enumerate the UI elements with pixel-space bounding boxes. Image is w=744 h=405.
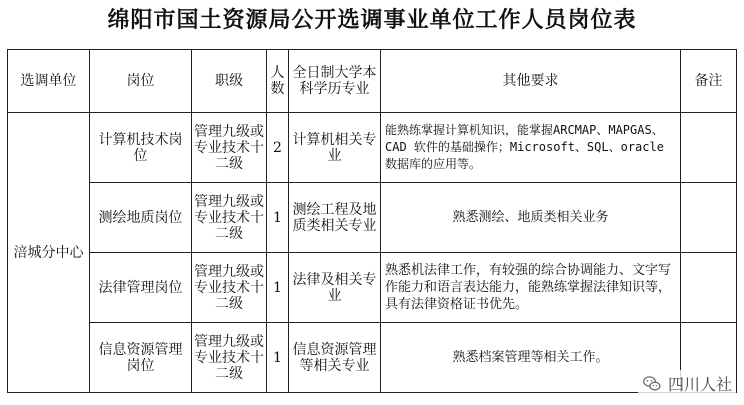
table-row [8, 113, 737, 183]
rank-cell: 管理九级或专业技术十二级 [192, 323, 267, 393]
header-note: 备注 [681, 50, 737, 113]
rank-cell: 管理九级或专业技术十二级 [192, 253, 267, 323]
requirement-cell: 能熟练掌握计算机知识，能掌握ARCMAP、MAPGAS、CAD 软件的基础操作；Microsoft、SQL、oracle 数据库的应用等。 [381, 113, 681, 183]
position-table [7, 49, 737, 393]
major-cell: 测绘工程及地质类相关专业 [289, 183, 381, 253]
header-major: 全日制大学本科学历专业 [289, 50, 381, 113]
position-cell: 信息资源管理岗位 [90, 323, 192, 393]
count-cell: 1 [267, 323, 289, 393]
note-cell [681, 183, 737, 253]
rank-cell: 管理九级或专业技术十二级 [192, 183, 267, 253]
rank-cell: 管理九级或专业技术十二级 [192, 113, 267, 183]
note-cell [681, 113, 737, 183]
note-cell [681, 253, 737, 323]
position-cell: 测绘地质岗位 [90, 183, 192, 253]
count-cell: 1 [267, 183, 289, 253]
requirement-cell: 熟悉机法律工作，有较强的综合协调能力、文字写作能力和语言表达能力，能熟练掌握法律知识等，具有法律资格证书优先。 [381, 253, 681, 323]
table-row [8, 253, 737, 323]
table-row [8, 183, 737, 253]
major-cell: 信息资源管理等相关专业 [289, 323, 381, 393]
requirement-cell: 熟悉测绘、地质类相关业务 [381, 183, 681, 253]
major-cell: 计算机相关专业 [289, 113, 381, 183]
table-header-row [8, 50, 737, 113]
count-cell: 1 [267, 253, 289, 323]
count-cell: 2 [267, 113, 289, 183]
major-cell: 法律及相关专业 [289, 253, 381, 323]
header-count: 人数 [267, 50, 289, 113]
header-unit: 选调单位 [8, 50, 90, 113]
watermark-text: 四川人社 [667, 377, 732, 394]
position-cell: 法律管理岗位 [90, 253, 192, 323]
header-rank: 职级 [192, 50, 267, 113]
position-cell: 计算机技术岗位 [90, 113, 192, 183]
unit-cell: 涪城分中心 [8, 113, 90, 393]
header-position: 岗位 [90, 50, 192, 113]
header-requirements: 其他要求 [381, 50, 681, 113]
watermark [638, 370, 736, 397]
table-row [8, 323, 737, 393]
page-title: 绵阳市国土资源局公开选调事业单位工作人员岗位表 [107, 7, 637, 33]
wechat-icon [642, 374, 662, 394]
requirement-cell: 熟悉档案管理等相关工作。 [381, 323, 681, 393]
